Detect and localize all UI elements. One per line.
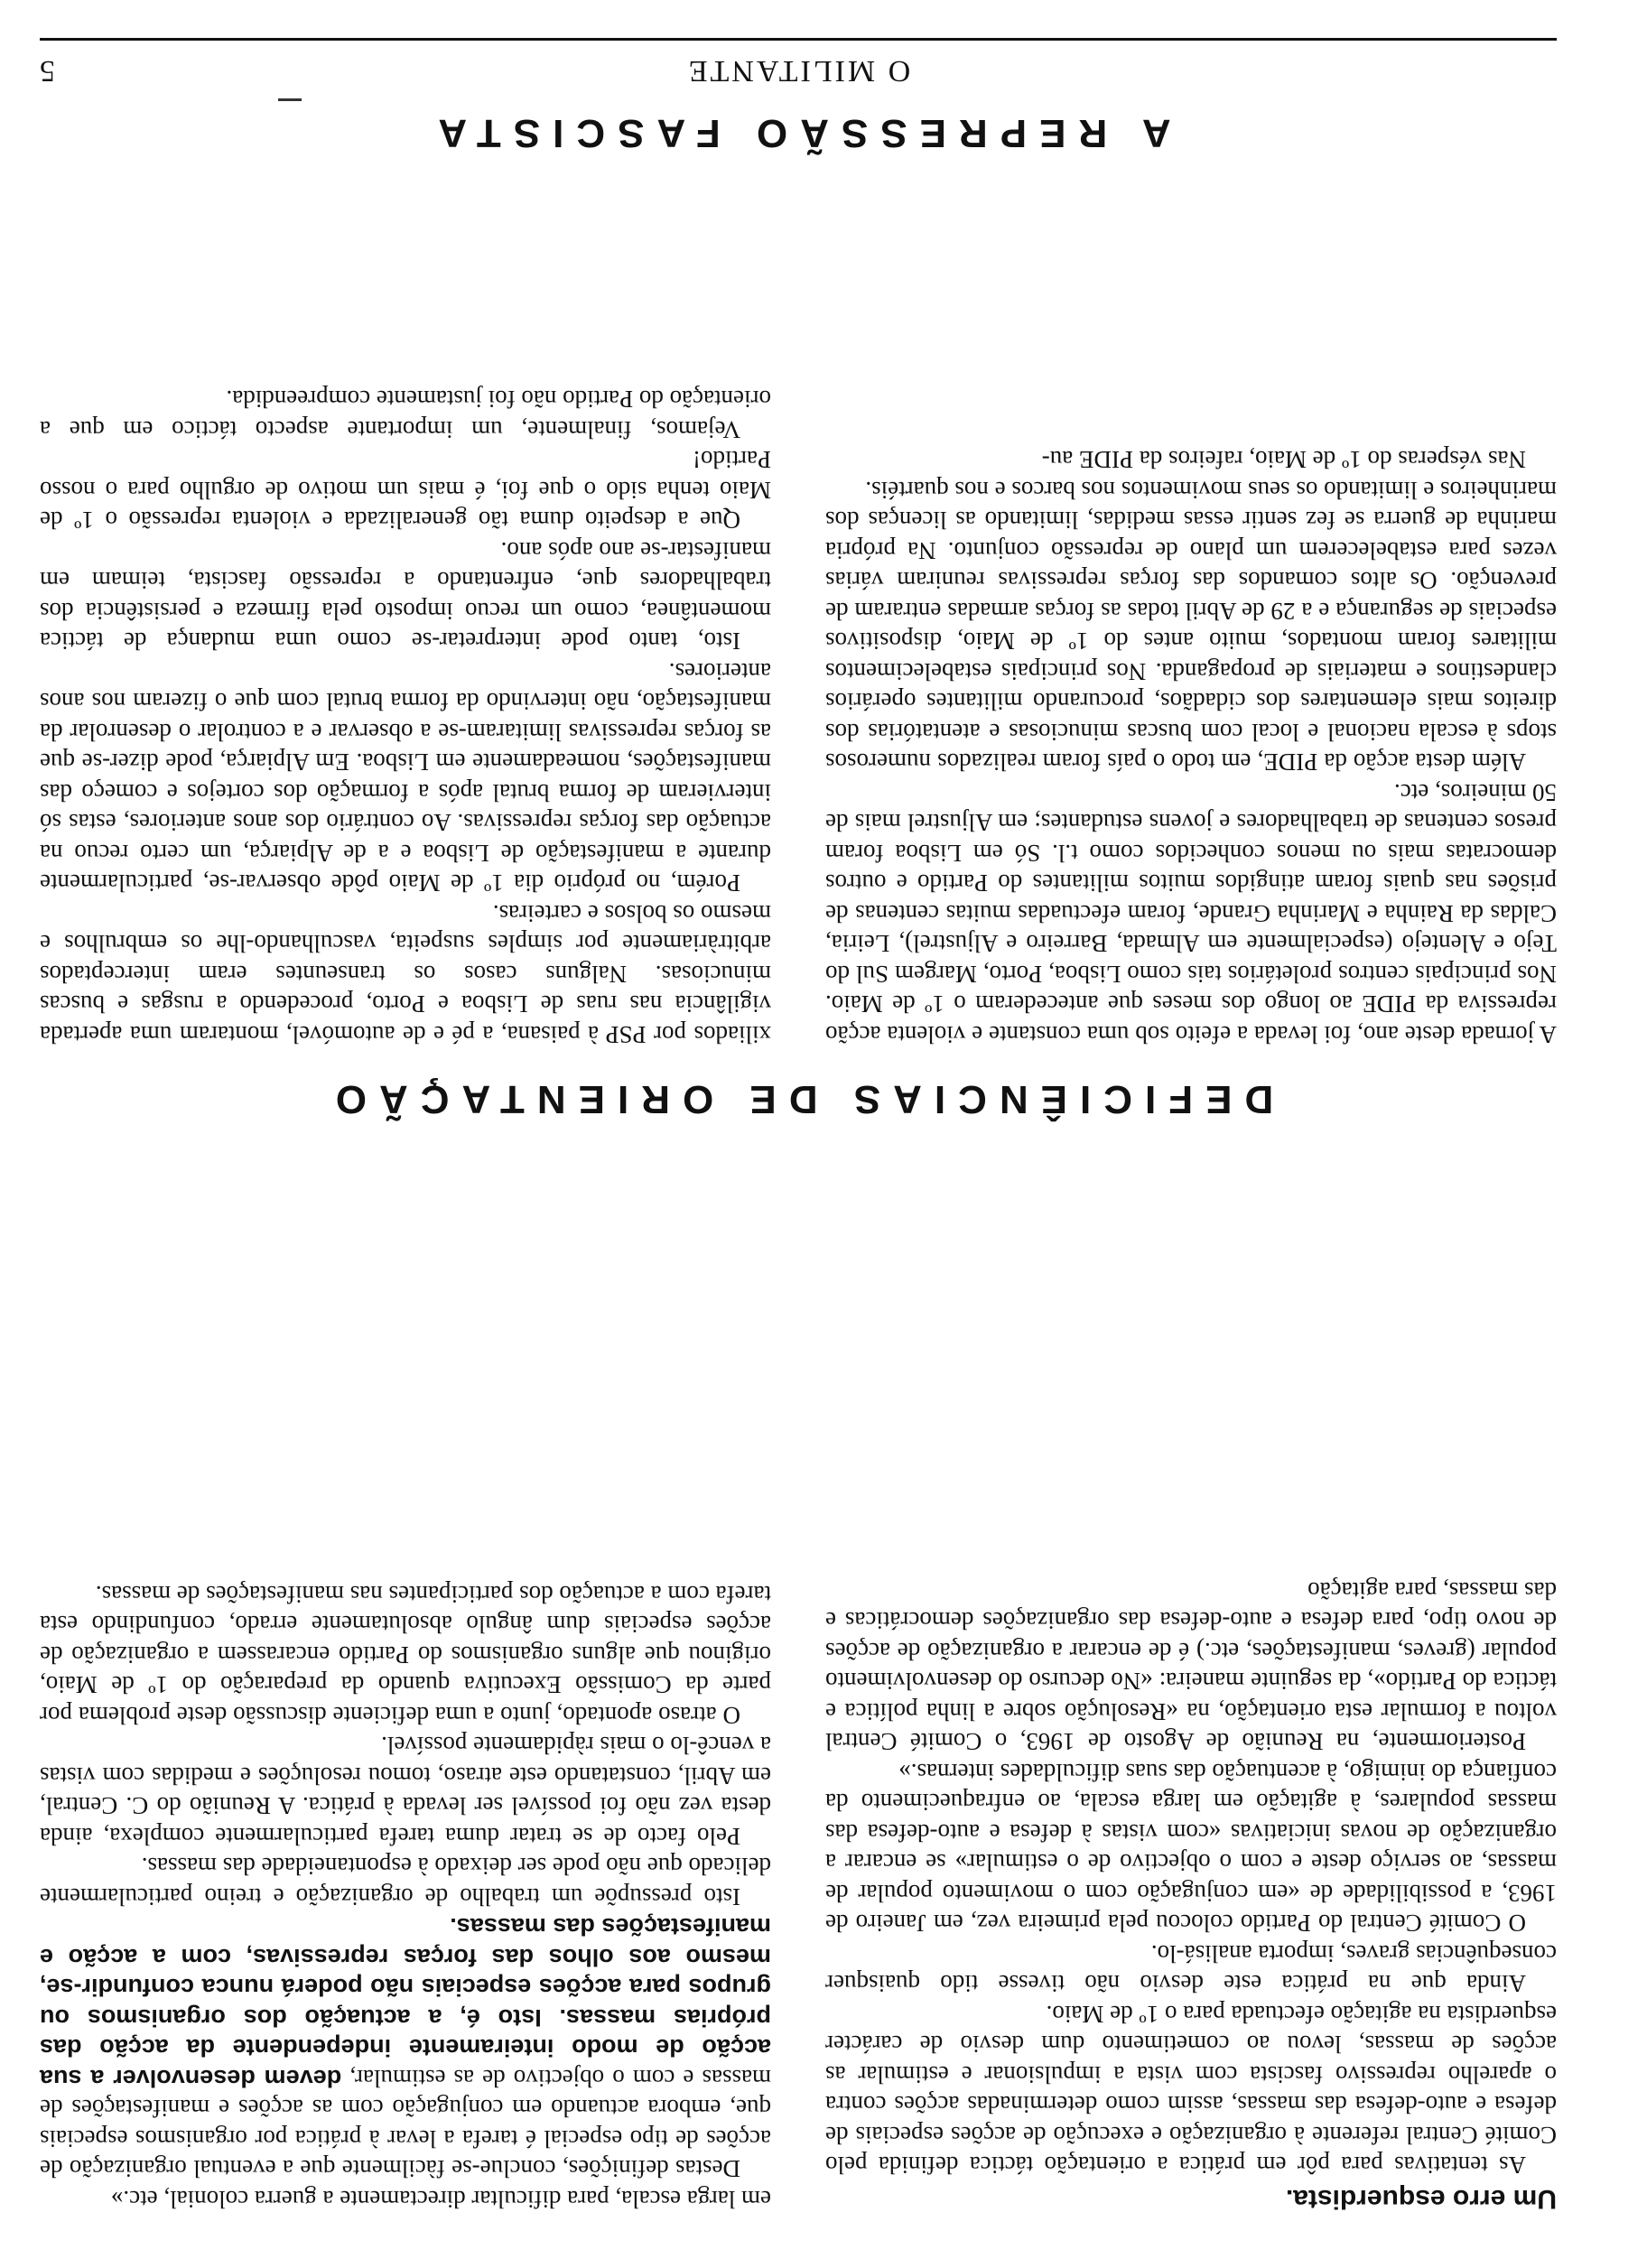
paragraph: O Comité Central do Partido colocou pela primeira vez, em Janeiro de 1963, a possibilidade de «em conjugação com o movimento popular de massas, ao serviço deste e com o objectivo de o estimular» se encarar a organização de novas iniciativas «com vistas à defesa e auto-defesa das massas populares, à agitação em larga escala, ao enfraquecimento da confiança do inimigo, à acentuação das suas dificuldades internas.» xyxy=(825,1759,1557,1938)
paragraph: Nas vésperas do 1º de Maio, rafeiros da PIDE au- xyxy=(1041,446,1526,474)
header-rule xyxy=(40,38,1557,41)
page-number: 5 xyxy=(40,54,55,88)
bold-passage: devem desenvolver a sua acção de modo inteiramente independente da acção das próprias massas. Isto é, a actuação dos organismos ou grupos para acções especiais não poderá nunca confundir-se, mesmo aos olhos das forças repressivas, com a acção e manifestações das massas. xyxy=(40,1913,771,2092)
section-heading-repressao: A REPRESSÃO FASCISTA xyxy=(425,111,1171,155)
paragraph-text: Destas definições, conclue-se fàcilmente que a eventual organização de acções de tipo especial é tarefa a levar à prática por organismos especiais que, embora actuando em conjugação com as acções e manifestações de massas e com o objectivo de as estimular, xyxy=(40,2065,771,2183)
paragraph: O atraso apontado, junto a uma deficiente discussão deste problema por parte da Comissão Executiva quando da preparação do 1º de Maio, originou que alguns organismos do Partido encarassem a organização de acções especiais dum ângulo absolutamente errado, confundindo esta tarefa com a actuação dos participantes nas manifestações de massas. xyxy=(40,1581,771,1729)
print-mark xyxy=(278,98,302,101)
paragraph: Porém, no próprio dia 1º de Maio pôde observar-se, particularmente durante a manifestação de Lisboa e a de Alpiarça, um certo recuo na actuação das forças repressivas. Ao contrário dos anos anteriores, estas só intervieram de forma brutal após a formação dos cortejos e começo das manifestações, nomeadamente em Lisboa. Em Alpiarça, pode dizer-se que as forças repressivas limitaram-se a observar e a controlar o desenrolar da manifestação, não intervindo da forma brutal com que o fizeram nos anos anteriores. xyxy=(40,658,771,897)
paragraph: em larga escala, para dificultar directamente a guerra colonial, etc.» xyxy=(110,2186,771,2213)
paragraph: A jornada deste ano, foi levada a efeito sob uma constante e violenta acção repressiva da PIDE ao longo dos meses que antecederam o 1º de Maio. Nos principais centros proletários tais como Lisboa, Porto, Margem Sul do Tejo e Alentejo (especialmente em Almada, Barreiro e Aljustrel), Leiria, Caldas da Rainha e Marinha Grande, foram efectuadas muitas centenas de prisões nas quais foram atingidos muitos militantes do Partido e outros democratas mais ou menos conhecidos como t.l. Só em Lisboa foram presos centenas de trabalhadores e jovens estudantes; em Aljustrel mais de 50 mineiros, etc. xyxy=(825,779,1557,1048)
subheading: Um erro esquerdista. xyxy=(1285,2184,1557,2214)
paragraph: Vejamos, finalmente, um importante aspecto táctico em que a orientação do Partido não foi justamente compreendida. xyxy=(40,386,771,443)
paragraph: Posteriormente, na Reunião de Agosto de 1963, o Comité Central voltou a formular esta orientação, na «Resolução sobre a linha política e táctica do Partido», da seguinte maneira: «No decurso do desenvolvimento popular (greves, manifestações, etc.) é de encarar a organização de acções de novo tipo, para defesa e auto-defesa das organizações democráticas e das massas, para agitação xyxy=(825,1577,1557,1756)
article-column-left-lower xyxy=(825,1176,1557,2214)
paragraph: Isto, tanto pode interpretar-se como uma mudança de táctica momentânea, como um recuo imposto pela firmeza e persistência dos trabalhadores que, enfrentando a repressão fascista, teimam em manifestar-se ano após ano. xyxy=(40,537,771,655)
paragraph: Pelo facto de se tratar duma tarefa particularmente complexa, ainda desta vez não foi possível ser levada à prática. A Reunião do C. Central, em Abril, constatando este atraso, tomou resoluções e medidas com vistas a vencê-lo o mais ràpidamente possível. xyxy=(40,1732,771,1850)
article-column-right-lower xyxy=(40,1176,771,2214)
paragraph: Isto pressupõe um trabalho de organização e treino particularmente delicado que não pode ser deixado à espontaneidade das massas. xyxy=(40,1853,771,1910)
page-header xyxy=(40,33,1557,88)
paragraph: Além desta acção da PIDE, em todo o país foram realizados numerosos stops à escala nacional e local com buscas minuciosas e atentatórias dos direitos mais elementares dos cidadãos, procurando militantes operários clandestinos e materiais de propaganda. Nos principais estabelecimentos militares foram montados, muito antes do 1º de Maio, dispositivos especiais de segurança e a 29 de Abril todas as forças armadas entraram de prevenção. Os altos comandos das forças repressivas reuniram várias vezes para estabelecerem um plano de repressão conjunto. Na própria marinha de guerra se fez sentir essas medidas, limitando as licenças dos marinheiros e limitando os seus movimentos nos barcos e nos quartéis. xyxy=(825,477,1557,776)
paragraph-with-emphasis xyxy=(40,1911,771,2184)
paragraph: Ainda que na prática este desvio não tivesse tido quaisquer consequências graves, importa analisá-lo. xyxy=(825,1940,1557,1998)
paragraph: xiliados por PSP à paisana, a pé e de automóvel, montaram uma apertada vigilância nas ruas de Lisboa e Porto, procedendo a rusgas e buscas minuciosas. Nalguns casos os transeuntes eram interceptados arbitràriamente por simples suspeita, vasculhando-lhe os embrulhos e mesmo os bolsos e carteiras. xyxy=(40,900,771,1048)
section-heading-deficiencias: DEFICIÊNCIAS DE ORIENTAÇÃO xyxy=(322,1077,1274,1121)
article-column-right-upper xyxy=(40,173,771,1049)
article-column-left-upper xyxy=(825,173,1557,1049)
paragraph: As tentativas para pôr em prática a orientação táctica definida pelo Comité Central referente à organização e execução de acções especiais de defesa e auto-defesa das massas, assim como determinadas acções contra o aparelho repressivo fascista com vista a impulsionar e estimular as acções de massas, levou ao cometimento dum desvio de carácter esquerdista na agitação efectuada para o 1º de Maio. xyxy=(825,2001,1557,2180)
paragraph: Que a despeito duma tão generalizada e violenta repressão o 1º de Maio tenha sido o que foi, é mais um motivo de orgulho para o nosso Partido! xyxy=(40,446,771,534)
publication-title: O MILITANTE xyxy=(685,54,911,88)
